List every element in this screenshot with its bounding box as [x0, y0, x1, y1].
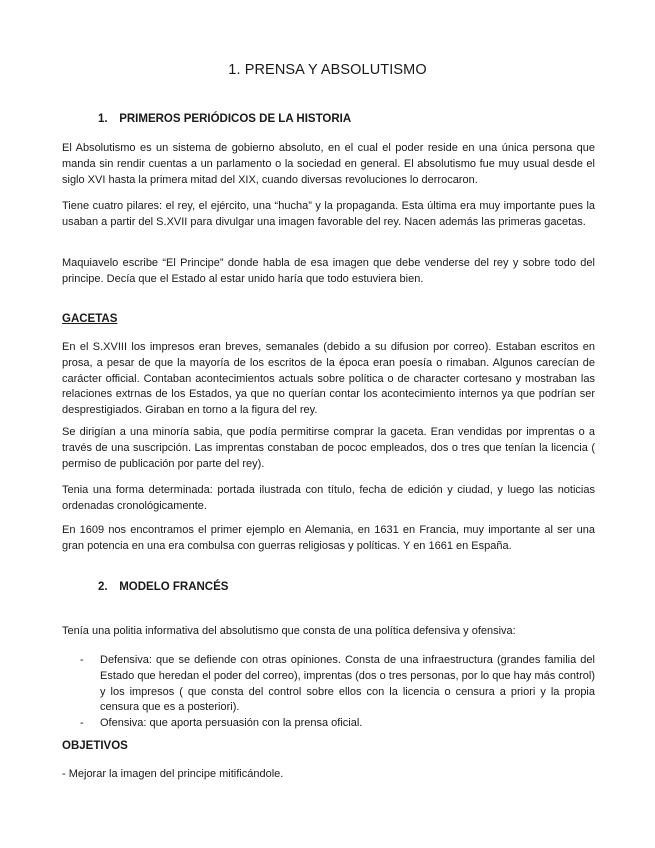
section2-heading-text: MODELO FRANCÉS [119, 581, 229, 593]
section1-number: 1. [98, 113, 108, 125]
list-item [62, 653, 595, 716]
section2-number: 2. [98, 581, 108, 593]
section2-intro: Tenía una politia informativa del absolutismo que consta de una política defensiva y ofensiva: [62, 625, 516, 637]
gacetas-heading: GACETAS [62, 313, 118, 325]
paragraph: Maquiavelo escribe “El Principe” donde habla de esa imagen que debe venderse del rey y sobre todo del principe. Decía que el Estado al estar unido haría que todo estuviera bien. [62, 257, 595, 285]
bullet-list [62, 653, 595, 732]
paragraph: Se dirigían a una minoría sabia, que podía permitirse comprar la gaceta. Eran vendidas por imprentas o a través de una suscripción. Las imprentas constaban de pococ empleados, dos o tres que tenían la licencia ( permiso de publicación por parte del rey). [62, 426, 595, 470]
section1-heading [98, 113, 351, 125]
list-dash: - [80, 717, 84, 730]
section2-heading [98, 581, 228, 593]
paragraph: Tenia una forma determinada: portada ilustrada con título, fecha de edición y ciudad, y luego las noticias ordenadas cronológicamente. [62, 484, 595, 512]
list-item-text: Defensiva: que se defiende con otras opiniones. Consta de una infraestructura (grandes familia del Estado que heredan el poder del correo), imprentas (dos o tres personas, por lo que hay más control) y los impresos ( que consta del control sobre ellos con la licencia o censura a priori y la propia censura que es a posteriori). [100, 654, 595, 714]
objetivos-heading: OBJETIVOS [62, 740, 128, 752]
paragraph: El Absolutismo es un sistema de gobierno absoluto, en el cual el poder reside en una única persona que manda sin rendir cuentas a un parlamento o la sociedad en general. El absolutismo fue muy usual desde el siglo XVI hasta la primera mitad del XIX, cuando diversas revoluciones lo derrocaron. [62, 142, 595, 186]
list-item [62, 716, 595, 732]
list-dash: - [80, 654, 84, 666]
list-item-text: Ofensiva: que aporta persuasión con la prensa oficial. [100, 717, 363, 730]
paragraph: En 1609 nos encontramos el primer ejemplo en Alemania, en 1631 en Francia, muy importante al ser una gran potencia en una era combulsa con guerras religiosas y políticas. Y en 1661 en España. [62, 524, 595, 552]
paragraph: En el S.XVIII los impresos eran breves, semanales (debido a su difusion por correo). Estaban escritos en prosa, a pesar de que la mayoría de los escritos de la época eran poesía o rimaban. Algunos carecían de carácter official. Contaban acontecimientos actuals sobre política o de character cortesano y mostraban las relaciones extrnas de los Estados, ya que no querían contar los acontecimiento internos ya que podrían ser desprestigiados. Giraban en torno a la figura del rey. [62, 341, 595, 417]
section1-heading-text: PRIMEROS PERIÓDICOS DE LA HISTORIA [119, 113, 352, 125]
document-title: 1. PRENSA Y ABSOLUTISMO [228, 62, 427, 78]
objetivos-line: - Mejorar la imagen del principe mitificándole. [62, 768, 284, 780]
paragraph: Tiene cuatro pilares: el rey, el ejército, una “hucha” y la propaganda. Esta última era muy importante pues la usaban a partir del S.XVII para divulgar una imagen favorable del rey. Nacen además las primeras gacetas. [62, 200, 595, 228]
